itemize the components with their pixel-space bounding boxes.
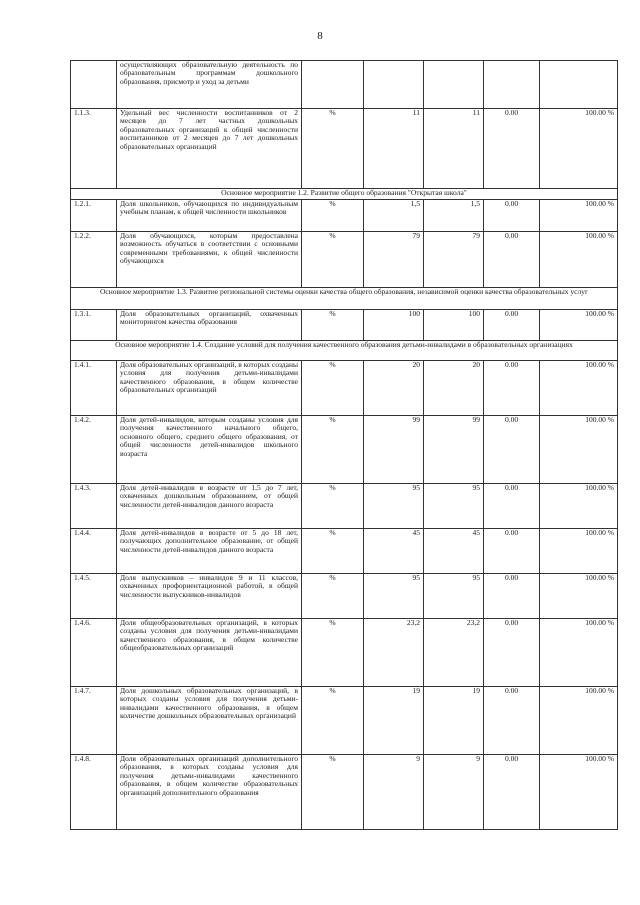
unit-cell: %	[302, 200, 364, 232]
completion-percent: 100.00 %	[540, 232, 618, 288]
plan-value: 20	[364, 361, 424, 416]
deviation-value: 0.00	[484, 619, 540, 687]
fact-value: 1,5	[424, 200, 484, 232]
table-row	[71, 61, 618, 109]
table-row	[71, 109, 618, 189]
table-row	[71, 687, 618, 755]
section-heading: Основное мероприятие 1.3. Развитие региональной системы оценки качества общего образования, независимой оценки качества образовательных услуг	[71, 288, 618, 310]
indicator-number: 1.2.2.	[71, 232, 117, 288]
unit-cell: %	[302, 361, 364, 416]
indicator-number: 1.4.1.	[71, 361, 117, 416]
table-row	[71, 416, 618, 484]
completion-percent: 100.00 %	[540, 484, 618, 529]
indicator-name: Доля образовательных организаций, в которых созданы условия для получения детьми-инвалидами качественного образования, в общем количестве образовательных организаций	[117, 361, 302, 416]
fact-value: 100	[424, 310, 484, 341]
indicator-number: 1.4.2.	[71, 416, 117, 484]
unit-cell: %	[302, 619, 364, 687]
fact-value: 23,2	[424, 619, 484, 687]
indicator-number	[71, 61, 117, 109]
table-row	[71, 310, 618, 341]
indicator-number: 1.1.3.	[71, 109, 117, 189]
deviation-value: 0.00	[484, 232, 540, 288]
plan-value: 11	[364, 109, 424, 189]
unit-cell: %	[302, 484, 364, 529]
completion-percent: 100.00 %	[540, 619, 618, 687]
fact-value: 11	[424, 109, 484, 189]
completion-percent: 100.00 %	[540, 687, 618, 755]
completion-percent: 100.00 %	[540, 416, 618, 484]
indicator-name: Доля детей-инвалидов в возрасте от 1,5 до 7 лет, охваченных дошкольным образованием, от общей численности детей-инвалидов данного возраста	[117, 484, 302, 529]
indicator-number: 1.2.1.	[71, 200, 117, 232]
table-row	[71, 232, 618, 288]
page-number: 8	[317, 30, 323, 42]
indicator-name: Доля общеобразовательных организаций, в которых созданы условия для получения детьми-инвалидами качественного образования, в общем количестве общеобразовательных организаций	[117, 619, 302, 687]
unit-cell: %	[302, 755, 364, 830]
unit-cell	[302, 61, 364, 109]
indicator-name: Доля образовательных организаций дополнительного образования, в которых созданы условия для получения детьми-инвалидами качественного образования, в общем количестве образовательных организаций дополнительного образования	[117, 755, 302, 830]
unit-cell: %	[302, 574, 364, 619]
plan-value: 23,2	[364, 619, 424, 687]
indicator-name: Удельный вес численности воспитанников от 2 месяцев до 7 лет частных дошкольных образовательных организаций к общей численности воспитанников от 2 месяцев до 7 лет дошкольных образовательных организаций	[117, 109, 302, 189]
indicator-number: 1.4.5.	[71, 574, 117, 619]
completion-percent: 100.00 %	[540, 755, 618, 830]
indicator-name: Доля образовательных организаций, охваченных мониторингом качества образования	[117, 310, 302, 341]
table-row	[71, 619, 618, 687]
plan-value: 99	[364, 416, 424, 484]
completion-percent: 100.00 %	[540, 200, 618, 232]
indicator-number: 1.3.1.	[71, 310, 117, 341]
indicator-name: осуществляющих образовательную деятельность по образовательным программам дошкольного образования, присмотр и уход за детьми	[117, 61, 302, 109]
indicator-number: 1.4.4.	[71, 529, 117, 574]
unit-cell: %	[302, 232, 364, 288]
plan-value: 9	[364, 755, 424, 830]
completion-percent: 100.00 %	[540, 109, 618, 189]
fact-value: 95	[424, 484, 484, 529]
deviation-value: 0.00	[484, 484, 540, 529]
fact-value: 20	[424, 361, 484, 416]
completion-percent: 100.00 %	[540, 574, 618, 619]
indicator-name: Доля школьников, обучающихся по индивидуальным учебным планам, к общей численности школьников	[117, 200, 302, 232]
completion-percent: 100.00 %	[540, 529, 618, 574]
table-row	[71, 484, 618, 529]
completion-percent: 100.00 %	[540, 361, 618, 416]
plan-value	[364, 61, 424, 109]
indicator-name: Доля детей-инвалидов в возрасте от 5 до 18 лет, получающих дополнительное образование, от общей численности детей-инвалидов данного возраста	[117, 529, 302, 574]
fact-value: 19	[424, 687, 484, 755]
deviation-value: 0.00	[484, 755, 540, 830]
plan-value: 100	[364, 310, 424, 341]
table-row	[71, 574, 618, 619]
fact-value	[424, 61, 484, 109]
fact-value: 79	[424, 232, 484, 288]
plan-value: 95	[364, 484, 424, 529]
indicator-number: 1.4.8.	[71, 755, 117, 830]
fact-value: 95	[424, 574, 484, 619]
deviation-value: 0.00	[484, 109, 540, 189]
table-row	[71, 529, 618, 574]
unit-cell: %	[302, 416, 364, 484]
deviation-value: 0.00	[484, 361, 540, 416]
deviation-value: 0.00	[484, 574, 540, 619]
table-row	[71, 200, 618, 232]
unit-cell: %	[302, 109, 364, 189]
fact-value: 99	[424, 416, 484, 484]
indicator-number: 1.4.6.	[71, 619, 117, 687]
deviation-value: 0.00	[484, 310, 540, 341]
indicator-number: 1.4.3.	[71, 484, 117, 529]
unit-cell: %	[302, 310, 364, 341]
deviation-value: 0.00	[484, 200, 540, 232]
unit-cell: %	[302, 687, 364, 755]
plan-value: 19	[364, 687, 424, 755]
completion-percent: 100.00 %	[540, 310, 618, 341]
section-heading-row	[71, 288, 618, 310]
indicator-name: Доля обучающихся, которым предоставлена возможность обучаться в соответствии с основными современными требованиями, к общей численности обучающихся	[117, 232, 302, 288]
deviation-value: 0.00	[484, 529, 540, 574]
indicator-table	[70, 60, 618, 830]
deviation-value: 0.00	[484, 416, 540, 484]
deviation-value: 0.00	[484, 687, 540, 755]
plan-value: 45	[364, 529, 424, 574]
plan-value: 1,5	[364, 200, 424, 232]
section-heading-row	[71, 341, 618, 361]
completion-percent	[540, 61, 618, 109]
section-heading: Основное мероприятие 1.2. Развитие общего образования "Открытая школа"	[71, 189, 618, 200]
indicator-name: Доля выпускников – инвалидов 9 и 11 классов, охваченных профориентационной работой, в общей численности выпускников-инвалидов	[117, 574, 302, 619]
table-row	[71, 361, 618, 416]
plan-value: 79	[364, 232, 424, 288]
fact-value: 9	[424, 755, 484, 830]
section-heading: Основное мероприятие 1.4. Создание условий для получения качественного образования детьми-инвалидами в образовательных организациях	[71, 341, 618, 361]
indicator-name: Доля дошкольных образовательных организаций, в которых созданы условия для получения детьми-инвалидами качественного образования, в общем количестве дошкольных образовательных организаций	[117, 687, 302, 755]
section-heading-row	[71, 189, 618, 200]
unit-cell: %	[302, 529, 364, 574]
table-row	[71, 755, 618, 830]
plan-value: 95	[364, 574, 424, 619]
fact-value: 45	[424, 529, 484, 574]
indicator-name: Доля детей-инвалидов, которым созданы условия для получения качественного начального общего, основного общего, среднего общего образования, от общей численности детей-инвалидов школьного возраста	[117, 416, 302, 484]
deviation-value	[484, 61, 540, 109]
indicator-number: 1.4.7.	[71, 687, 117, 755]
